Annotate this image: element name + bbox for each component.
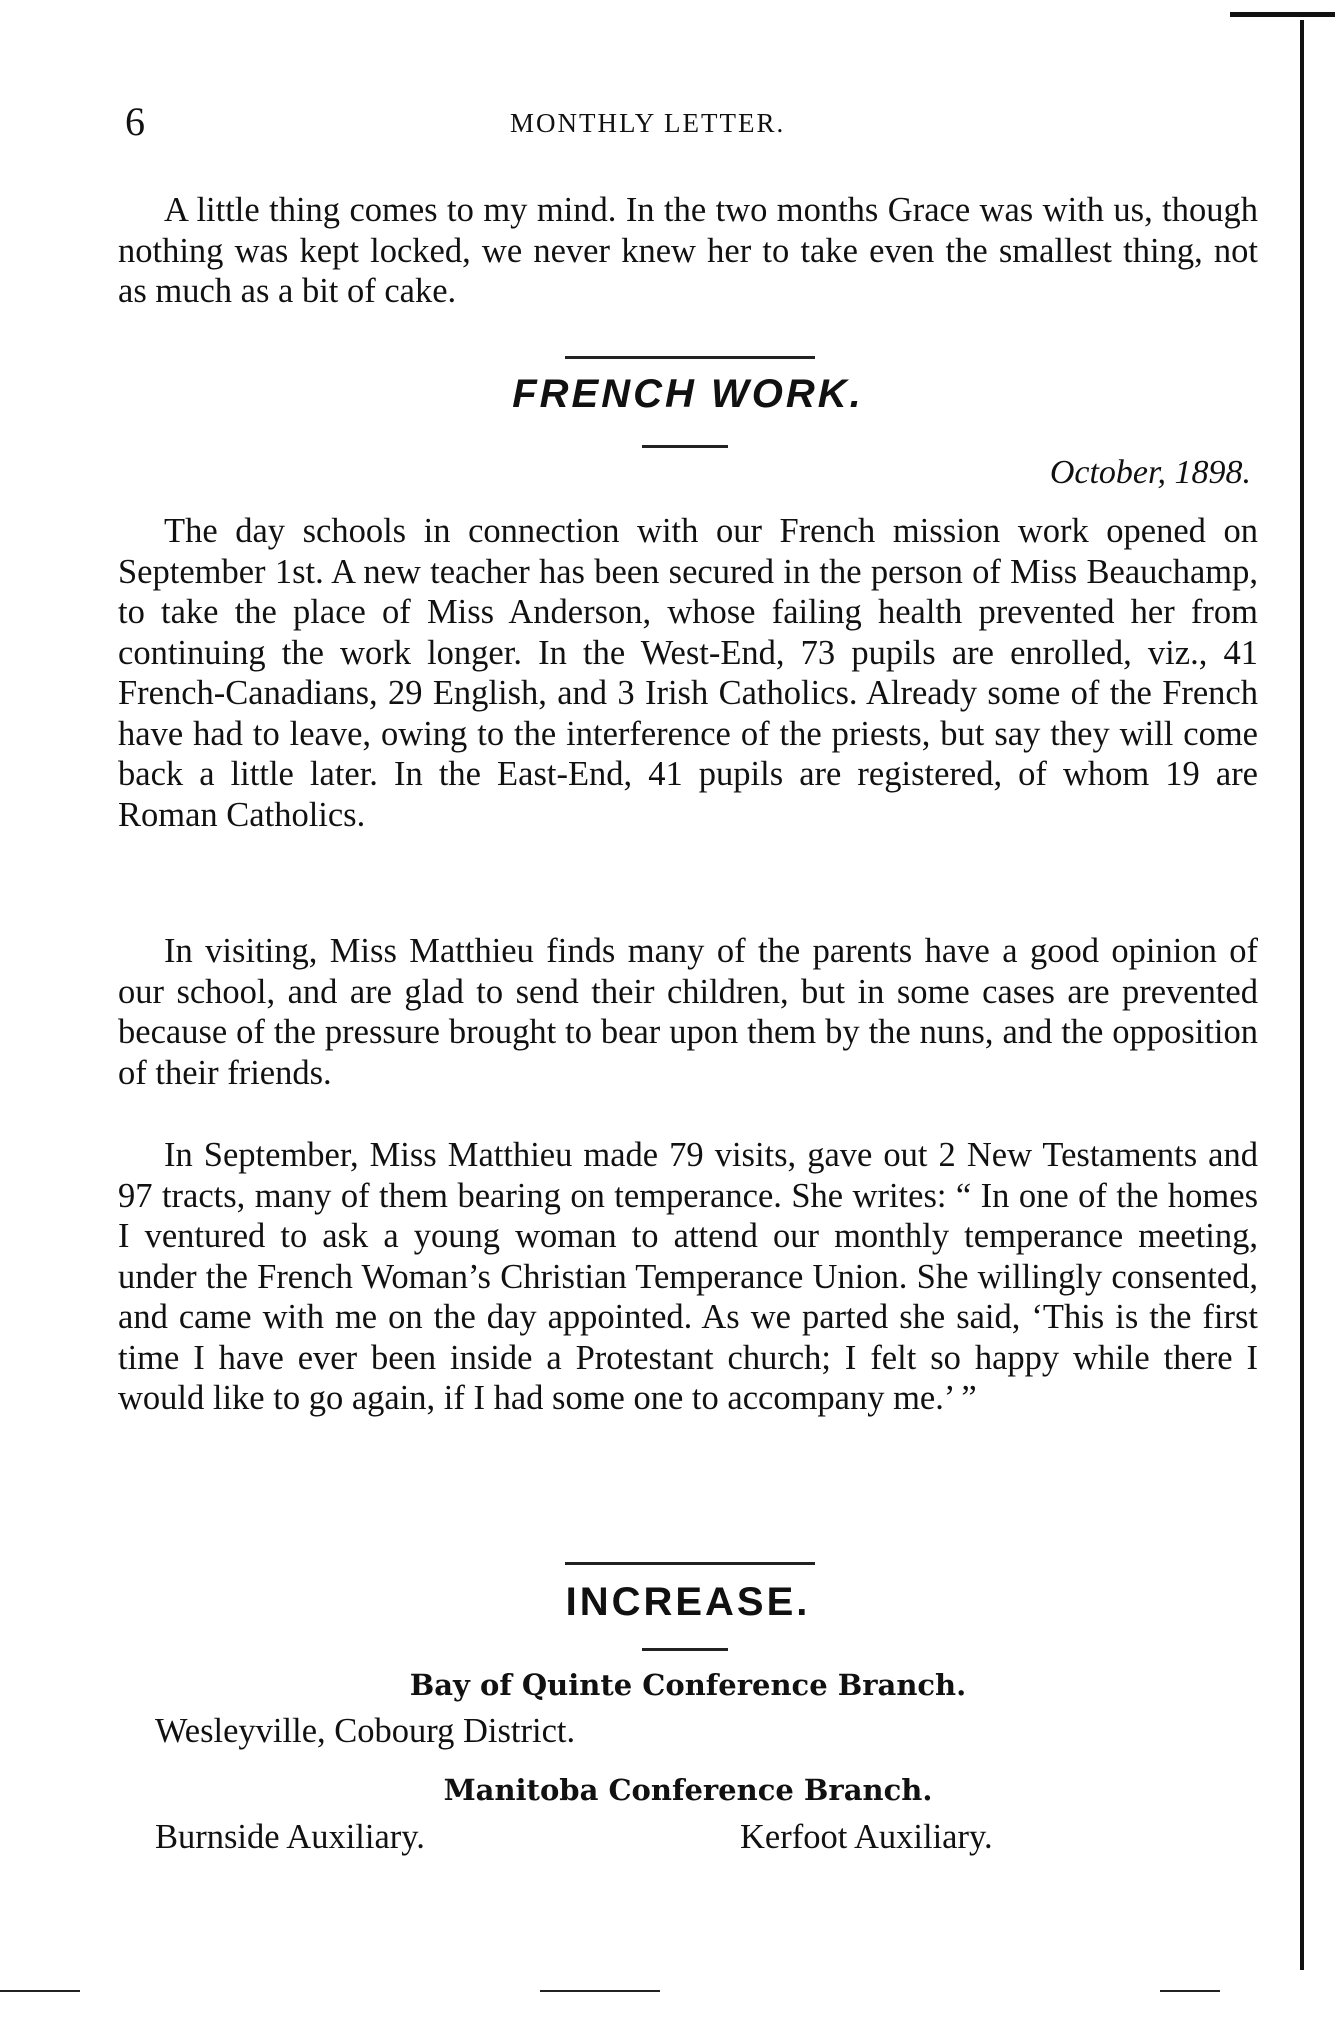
dateline: October, 1898. bbox=[1049, 454, 1251, 491]
branch-heading: Manitoba Conference Branch. bbox=[443, 1773, 933, 1807]
margin-rule-top bbox=[1230, 12, 1335, 17]
separator-rule bbox=[565, 1562, 815, 1565]
section-title-french-work: FRENCH WORK. bbox=[512, 372, 864, 416]
running-head: MONTHLY LETTER. bbox=[510, 108, 786, 138]
auxiliary-entry: Burnside Auxiliary. bbox=[155, 1818, 425, 1856]
separator-rule bbox=[565, 356, 815, 359]
section-title-increase: INCREASE. bbox=[565, 1580, 811, 1624]
auxiliary-entry: Kerfoot Auxiliary. bbox=[740, 1818, 993, 1856]
separator-short-rule bbox=[642, 1648, 728, 1651]
french-work-paragraph-1: The day schools in connection with our French mission work opened on September 1st. A new teacher has been secured in the person of Miss Beauchamp, to take the place of Miss Anderson, whose failing health prevented her from continuing the work longer. In the West-End, 73 pupils are enrolled, viz., 41 French-Canadians, 29 English, and 3 Irish Catholics. Already some of the French have had to leave, owing to the interference of the priests, but say they will come back a little later. In the East-End, 41 pupils are registered, of whom 19 are Roman Catholics. bbox=[118, 512, 1258, 834]
bottom-rule-fragment bbox=[0, 1990, 80, 1992]
french-work-paragraph-3: In September, Miss Matthieu made 79 visits, gave out 2 New Testaments and 97 tracts, many of them bearing on temperance. She writes: “ In one of the homes I ventured to ask a young woman to attend our monthly temperance meeting, under the French Woman’s Christian Temperance Union. She willingly consented, and came with me on the day appointed. As we parted she said, ‘This is the first time I have ever been inside a Protestant church; I felt so happy while there I would like to go again, if I had some one to accompany me.’ ” bbox=[118, 1136, 1258, 1417]
auxiliary-entry: Wesleyville, Cobourg District. bbox=[155, 1712, 576, 1750]
intro-paragraph: A little thing comes to my mind. In the two months Grace was with us, though nothing was kept locked, we never knew her to take even the smallest thing, not as much as a bit of cake. bbox=[118, 191, 1258, 310]
bottom-rule-fragment bbox=[540, 1990, 660, 1992]
branch-heading: Bay of Quinte Conference Branch. bbox=[409, 1668, 967, 1702]
french-work-paragraph-2: In visiting, Miss Matthieu finds many of the parents have a good opinion of our school, and are glad to send their children, but in some cases are prevented because of the pressure brought to bear upon them by the nuns, and the opposition of their friends. bbox=[118, 932, 1258, 1092]
bottom-rule-fragment bbox=[1160, 1990, 1220, 1992]
page-header bbox=[125, 98, 1255, 148]
margin-rule-right bbox=[1300, 20, 1304, 1970]
separator-short-rule bbox=[642, 445, 728, 448]
page-number: 6 bbox=[125, 99, 145, 144]
